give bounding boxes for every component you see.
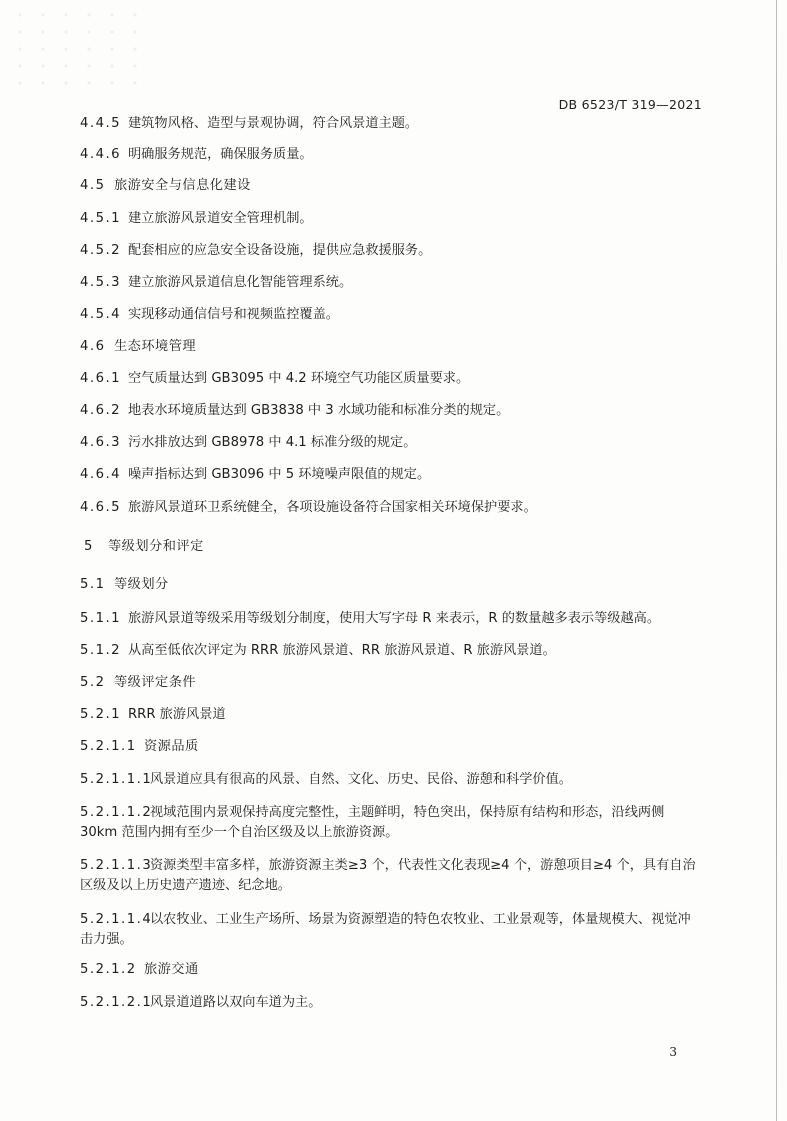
standard-code: DB 6523/T 319—2021	[558, 97, 702, 112]
clause-5-2-1-1-4: 5.2.1.1.4以农牧业、工业生产场所、场景为资源塑造的特色农牧业、工业景观等，体量规模大、视觉冲击力强。	[80, 912, 691, 947]
page-number: 3	[669, 1045, 677, 1059]
clause-4-5-2: 4.5.2 配套相应的应急安全设备设施，提供应急救援服务。	[80, 243, 432, 258]
clause-5-2-1-1-1: 5.2.1.1.1风景道应具有很高的风景、自然、文化、历史、民俗、游憩和科学价值。	[80, 772, 572, 787]
clause-4-5-4: 4.5.4 实现移动通信信号和视频监控覆盖。	[80, 307, 339, 322]
clause-5-2-1-1-2: 5.2.1.1.2视域范围内景观保持高度完整性，主题鲜明，特色突出，保持原有结构和形态，沿线两侧 30km 范围内拥有至少一个自治区级及以上旅游资源。	[80, 805, 665, 840]
clause-4-6-2: 4.6.2 地表水环境质量达到 GB3838 中 3 水域功能和标准分类的规定。	[80, 403, 510, 418]
clause-5-2-1: 5.2.1 RRR 旅游风景道	[80, 707, 226, 722]
section-4-5-heading: 4.5 旅游安全与信息化建设	[80, 178, 251, 193]
section-4-6-heading: 4.6 生态环境管理	[80, 339, 197, 354]
chapter-5-heading: 5 等级划分和评定	[84, 539, 204, 554]
scan-noise	[0, 0, 150, 90]
clause-5-2-1-2-1: 5.2.1.2.1风景道道路以双向车道为主。	[80, 995, 322, 1010]
clause-4-6-3: 4.6.3 污水排放达到 GB8978 中 4.1 标准分级的规定。	[80, 435, 417, 450]
clause-4-6-1: 4.6.1 空气质量达到 GB3095 中 4.2 环境空气功能区质量要求。	[80, 371, 470, 386]
clause-4-4-5: 4.4.5 建筑物风格、造型与景观协调，符合风景道主题。	[80, 116, 419, 131]
section-5-1-heading: 5.1 等级划分	[80, 577, 169, 592]
clause-4-5-3: 4.5.3 建立旅游风景道信息化智能管理系统。	[80, 275, 353, 290]
clause-5-2-1-2: 5.2.1.2 旅游交通	[80, 962, 199, 977]
clause-4-5-1: 4.5.1 建立旅游风景道安全管理机制。	[80, 211, 313, 226]
clause-5-1-1: 5.1.1 旅游风景道等级采用等级划分制度，使用大写字母 R 来表示，R 的数量越多表示等级越高。	[80, 611, 661, 626]
clause-4-6-4: 4.6.4 噪声指标达到 GB3096 中 5 环境噪声限值的规定。	[80, 467, 431, 482]
section-5-2-heading: 5.2 等级评定条件	[80, 675, 197, 690]
clause-5-2-1-1: 5.2.1.1 资源品质	[80, 739, 199, 754]
clause-4-4-6: 4.4.6 明确服务规范，确保服务质量。	[80, 147, 313, 162]
clause-4-6-5: 4.6.5 旅游风景道环卫系统健全，各项设施设备符合国家相关环境保护要求。	[80, 500, 537, 515]
clause-5-2-1-1-3: 5.2.1.1.3资源类型丰富多样，旅游资源主类≥3 个，代表性文化表现≥4 个，游憩项目≥4 个，具有自治区级及以上历史遗产遗迹、纪念地。	[80, 858, 696, 893]
page-edge-line	[776, 0, 777, 1121]
clause-5-1-2: 5.1.2 从高至低依次评定为 RRR 旅游风景道、RR 旅游风景道、R 旅游风景道。	[80, 643, 556, 658]
